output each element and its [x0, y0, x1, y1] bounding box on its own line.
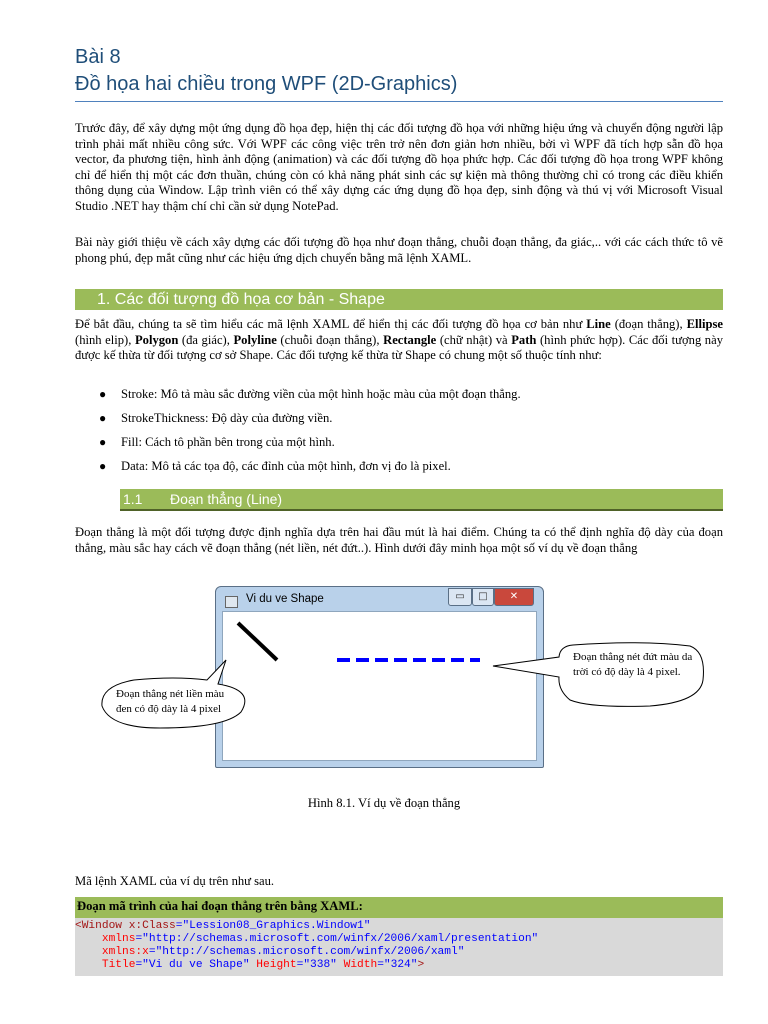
- section-1-heading: 1. Các đối tượng đồ họa cơ bản - Shape: [97, 291, 385, 308]
- code-listing: [75, 920, 538, 972]
- lesson-number: Bài 8: [75, 46, 121, 68]
- list-item-text: Data: Mô tả các tọa độ, các đỉnh của một hình, đơn vị đo là pixel.: [121, 459, 451, 473]
- window-title: Vi du ve Shape: [246, 593, 324, 605]
- section-1-1-number: 1.1: [123, 491, 143, 507]
- term-rectangle: Rectangle: [383, 332, 437, 347]
- list-item-text: StrokeThickness: Độ dày của đường viền.: [121, 411, 333, 425]
- code-token: =: [377, 959, 384, 971]
- code-intro-text: Mã lệnh XAML của ví dụ trên như sau.: [75, 874, 275, 888]
- code-token: =: [135, 933, 143, 945]
- list-item-text: Fill: Cách tô phần bên trong của một hình.: [121, 435, 335, 449]
- code-heading: Đoạn mã trình của hai đoạn thẳng trên bằng XAML:: [77, 899, 363, 913]
- minimize-button[interactable]: ▭: [448, 588, 472, 606]
- code-token: "338": [303, 959, 337, 971]
- code-token: xmlns: [101, 933, 136, 945]
- shape-intro-text: Để bắt đầu, chúng ta sẽ tìm hiểu các mã lệnh XAML để hiển thị các đối tượng đồ họa cơ bản như: [75, 317, 587, 331]
- term-polygon-desc: (đa giác),: [178, 332, 234, 347]
- code-token: "http://schemas.microsoft.com/winfx/2006/xaml/presentation": [142, 933, 539, 945]
- term-ellipse-desc: (hình elip),: [75, 332, 135, 347]
- code-token: Height: [256, 959, 297, 971]
- callout-left-text: Đoạn thẳng nét liền màu đen có độ dày là 4 pixel: [116, 688, 225, 715]
- page-title: Đồ họa hai chiều trong WPF (2D-Graphics): [75, 73, 458, 95]
- intro-paragraph-2: Bài này giới thiệu về cách xây dựng các đối tượng đồ họa như đoạn thẳng, chuỗi đoạn thẳng, đa giác,.. với các cách thức tô vẽ phong phú, đẹp mắt cũng như các hiệu ứng dịch chuyển bằng mã lệnh XAML.: [75, 235, 723, 265]
- code-block: [75, 918, 723, 976]
- code-token: Width: [343, 959, 378, 971]
- term-path: Path: [511, 332, 537, 347]
- figure-caption: Hình 8.1. Ví dụ về đoạn thẳng: [307, 796, 461, 810]
- code-token: xmlns:x: [101, 946, 149, 958]
- code-token: =: [175, 920, 183, 932]
- term-rectangle-desc: (chữ nhật) và: [436, 332, 512, 347]
- code-token: <Window x:Class: [75, 920, 176, 932]
- code-token: "Vi du ve Shape": [142, 959, 250, 971]
- solid-line-sample: [238, 623, 277, 660]
- code-token: "324": [383, 959, 418, 971]
- code-heading-bar: [75, 897, 723, 918]
- code-token: =: [296, 959, 304, 971]
- term-line: Line: [586, 317, 611, 331]
- code-token: "http://schemas.microsoft.com/winfx/2006/xaml": [155, 946, 465, 958]
- code-token: "Lession08_Graphics.Window1": [182, 920, 371, 932]
- term-path-desc: (hình phức hợp). Các đối tượng này được kế thừa từ đối tượng cơ sở Shape. Các đối tượng kế thừa từ Shape có chung một số thuộc tính như:: [75, 332, 723, 363]
- list-item-text: Stroke: Mô tả màu sắc đường viền của một hình hoặc màu của một đoạn thẳng.: [121, 387, 521, 401]
- code-token: =: [135, 959, 143, 971]
- code-token: Title: [101, 959, 136, 971]
- code-token: =: [148, 946, 156, 958]
- term-polyline: Polyline: [233, 332, 277, 347]
- maximize-button[interactable]: □: [472, 588, 494, 606]
- section-1-1-paragraph: Đoạn thẳng là một đối tượng được định nghĩa dựa trên hai đầu mút là hai điểm. Chúng ta có thể định nghĩa độ dày của đoạn thẳng, màu sắc hay cách vẽ đoạn thẳng (nét liền, nét đứt..). Hình dưới đây minh họa một số ví dụ về đoạn thẳng: [75, 525, 723, 555]
- intro-paragraph-1: Trước đây, để xây dựng một ứng dụng đồ họa đẹp, hiện thị các đối tượng đồ họa với những hiệu ứng và chuyển động người lập trình phải mất nhiều công sức. Với WPF các công việc trên trở nên đơn giản hơn nhiều, bởi vì WPF đã tích hợp sẵn đồ họa vector, đa phương tiện, hình ảnh động (animation) và các đối tượng đồ họa phức hợp. Các đối tượng đồ họa trong WPF không chỉ để hiển thị một các đơn thuần, chúng còn có khả năng phát sinh các sự kiện mà thông thường chỉ có trong các điều khiển thông dụng của Window. Lập trình viên có thể xây dựng các ứng dụng đồ họa đẹp, sinh động và thú vị với Microsoft Visual Studio .NET hay thậm chí chỉ cần sử dụng NotePad.: [75, 121, 723, 213]
- bullet-icon: ●: [99, 435, 107, 449]
- term-ellipse: Ellipse: [686, 317, 723, 331]
- term-line-desc: (đoạn thẳng),: [610, 317, 687, 331]
- term-polygon: Polygon: [134, 332, 179, 347]
- code-token: >: [417, 959, 425, 971]
- bullet-icon: ●: [99, 387, 107, 401]
- bullet-icon: ●: [99, 459, 107, 473]
- term-polyline-desc: (chuỗi đoạn thẳng),: [276, 332, 384, 347]
- bullet-icon: ●: [99, 411, 107, 425]
- callout-right-text: Đoạn thẳng nét đứt màu da trời có độ dày là 4 pixel.: [573, 651, 693, 678]
- section-1-1-heading: Đoạn thẳng (Line): [170, 491, 283, 507]
- close-button[interactable]: ✕: [494, 588, 534, 606]
